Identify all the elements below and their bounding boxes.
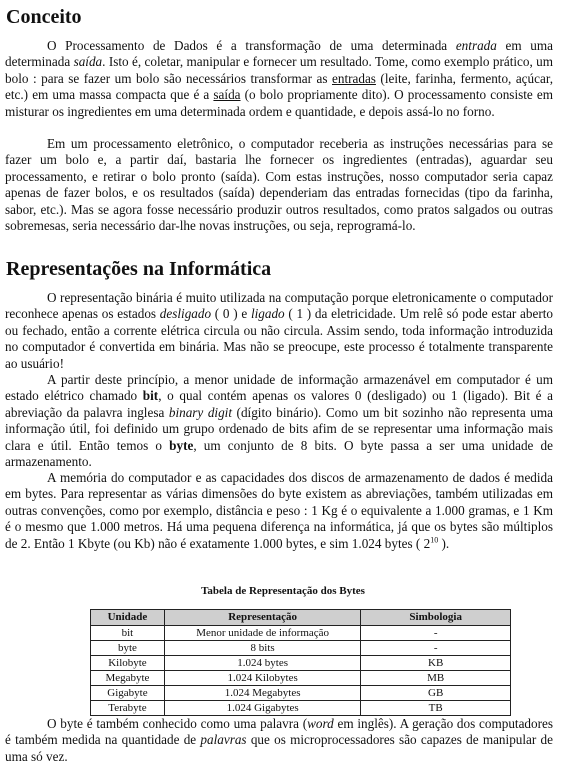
table-cell: bit xyxy=(91,626,165,641)
table-cell: Terabyte xyxy=(91,701,165,716)
table-cell: MB xyxy=(361,671,511,686)
text-run: , um conjunto de 8 bits. O byte passa a ser uma unidade de armazenamento. xyxy=(5,437,553,470)
table-caption: Tabela de Representação dos Bytes xyxy=(201,585,365,597)
text-run: A memória do computador e as capacidades dos discos de armazenamento de dados é medida em bytes. Para representar as várias dimensões do byte existem as abreviações, também utilizadas em outras convenções, como por exemplo, distância e peso : 1 Kg é o equivalente a 1.000 gramas, e 1 Km é o mesmo que 1.000 metros. Há uma pequena diferença na informática, já que os bytes são múltiplos de 2. Então 1 Kbyte (ou Kb) não é exatamente 1.000 bytes, e sim 1.024 bytes ( 2 xyxy=(5,470,553,551)
text-run: ( 0 ) e xyxy=(211,306,251,322)
table-cell: 1.024 Megabytes xyxy=(164,686,360,701)
column-header: Simbologia xyxy=(361,610,511,626)
text-run: ( 1 ) da eletricidade. Um relê só pode estar aberto ou fechado, então a corrente elétrica circula ou não circula. Assim sendo, toda informação introduzida no computador é convertida em binária. Mas não se preocupe, este processo é totalmente transparente ao usuário! xyxy=(5,306,553,371)
term-saida: saída xyxy=(73,54,103,70)
table-cell: 1.024 Gigabytes xyxy=(164,701,360,716)
table-row xyxy=(91,686,511,701)
table-cell: Gigabyte xyxy=(91,686,165,701)
term-byte: byte xyxy=(169,437,194,453)
exponent: 10 xyxy=(430,535,439,545)
table-cell: Megabyte xyxy=(91,671,165,686)
paragraph-repr-2 xyxy=(5,372,553,470)
table-row xyxy=(91,626,511,641)
term-ligado: ligado xyxy=(250,306,285,322)
bytes-table xyxy=(90,609,511,716)
text-run: (leite, farinha, fermento, açúcar, etc.) em uma massa compacta que é a xyxy=(5,70,553,103)
text-run: em uma determinada xyxy=(5,38,553,70)
paragraph-conceito-2: Em um processamento eletrônico, o computador receberia as instruções necessárias para se fazer um bolo e, a partir daí, bastaria lhe fornecer os ingredientes (entradas), aguardar seu processamento, e retirar o bolo pronto (saída). Com estas instruções, nosso computador seria capaz apenas de fazer bolos, e os resultados (saída) dependeriam das entradas fornecidas (tipo da farinha, sabor, etc.). Mas se agora fosse necessário produzir outros resultados, como pratos salgados ou outras sobremesas, seria necessário dar-lhe novas instruções, ou seja, reprogramá-lo. xyxy=(5,136,553,234)
table-cell: Menor unidade de informação xyxy=(164,626,360,641)
section-title-representacoes: Representações na Informática xyxy=(6,258,272,280)
text-run: O byte é também conhecido como uma palavra ( xyxy=(47,716,308,731)
paragraph-conceito-1 xyxy=(5,38,553,120)
table-header-row xyxy=(91,610,511,626)
text-run: em inglês). A geração dos computadores é também medida na quantidade de xyxy=(5,716,553,748)
paragraph-repr-1 xyxy=(5,290,553,372)
table-cell: 1.024 Kilobytes xyxy=(164,671,360,686)
term-desligado: desligado xyxy=(159,306,212,322)
term-entrada: entrada xyxy=(455,38,497,53)
table-cell: - xyxy=(361,641,511,656)
text-run: . Isto é, coletar, manipular e fornecer um resultado. Tome, como exemplo prático, um bolo : para se fazer um bolo são necessários transformar as xyxy=(5,54,554,86)
text-run: , o qual contém apenas os valores 0 (desligado) ou 1 (ligado). Bit é a abreviação da palavra inglesa xyxy=(5,388,554,420)
term-word: word xyxy=(307,716,334,731)
text-run: ). xyxy=(438,535,450,551)
text-run: que os microprocessadores são capazes de manipular de uma só vez. xyxy=(5,732,553,764)
text-run: (o bolo propriamente dito). O processamento consiste em misturar os ingredientes em uma determinada ordem e quantidade, e depois assá-lo no forno. xyxy=(5,87,553,119)
term-bit: bit xyxy=(142,388,159,404)
table-row xyxy=(91,641,511,656)
section-title-conceito: Conceito xyxy=(6,6,82,28)
text-run: O Processamento de Dados é a transformação de uma determinada xyxy=(47,38,456,53)
term-entradas: entradas xyxy=(332,70,376,86)
table-row xyxy=(91,701,511,716)
table-cell: GB xyxy=(361,686,511,701)
paragraph-repr-4 xyxy=(5,716,553,765)
table-cell: 8 bits xyxy=(164,641,360,656)
table-cell: 1.024 bytes xyxy=(164,656,360,671)
column-header: Representação xyxy=(164,610,360,626)
text-run: A partir deste princípio, a menor unidade de informação armazenável em computador é um estado elétrico chamado xyxy=(5,372,553,404)
table-cell: Kilobyte xyxy=(91,656,165,671)
term-palavras: palavras xyxy=(200,732,247,748)
term-saida-underlined: saída xyxy=(213,87,241,103)
paragraph-repr-3 xyxy=(5,470,553,552)
column-header: Unidade xyxy=(91,610,165,626)
table-cell: KB xyxy=(361,656,511,671)
text-run: O representação binária é muito utilizada na computação porque eletronicamente o computador reconhece apenas os estados xyxy=(5,290,553,322)
table-cell: - xyxy=(361,626,511,641)
term-binary-digit: binary digit xyxy=(168,404,233,420)
table-cell: byte xyxy=(91,641,165,656)
table-cell: TB xyxy=(361,701,511,716)
text-run: (dígito binário). Como um bit sozinho não representa uma informação útil, foi definido um grupo ordenado de bits afim de se representar uma informação mais clara e útil. Então temos o xyxy=(5,404,553,453)
table-row xyxy=(91,656,511,671)
table-row xyxy=(91,671,511,686)
